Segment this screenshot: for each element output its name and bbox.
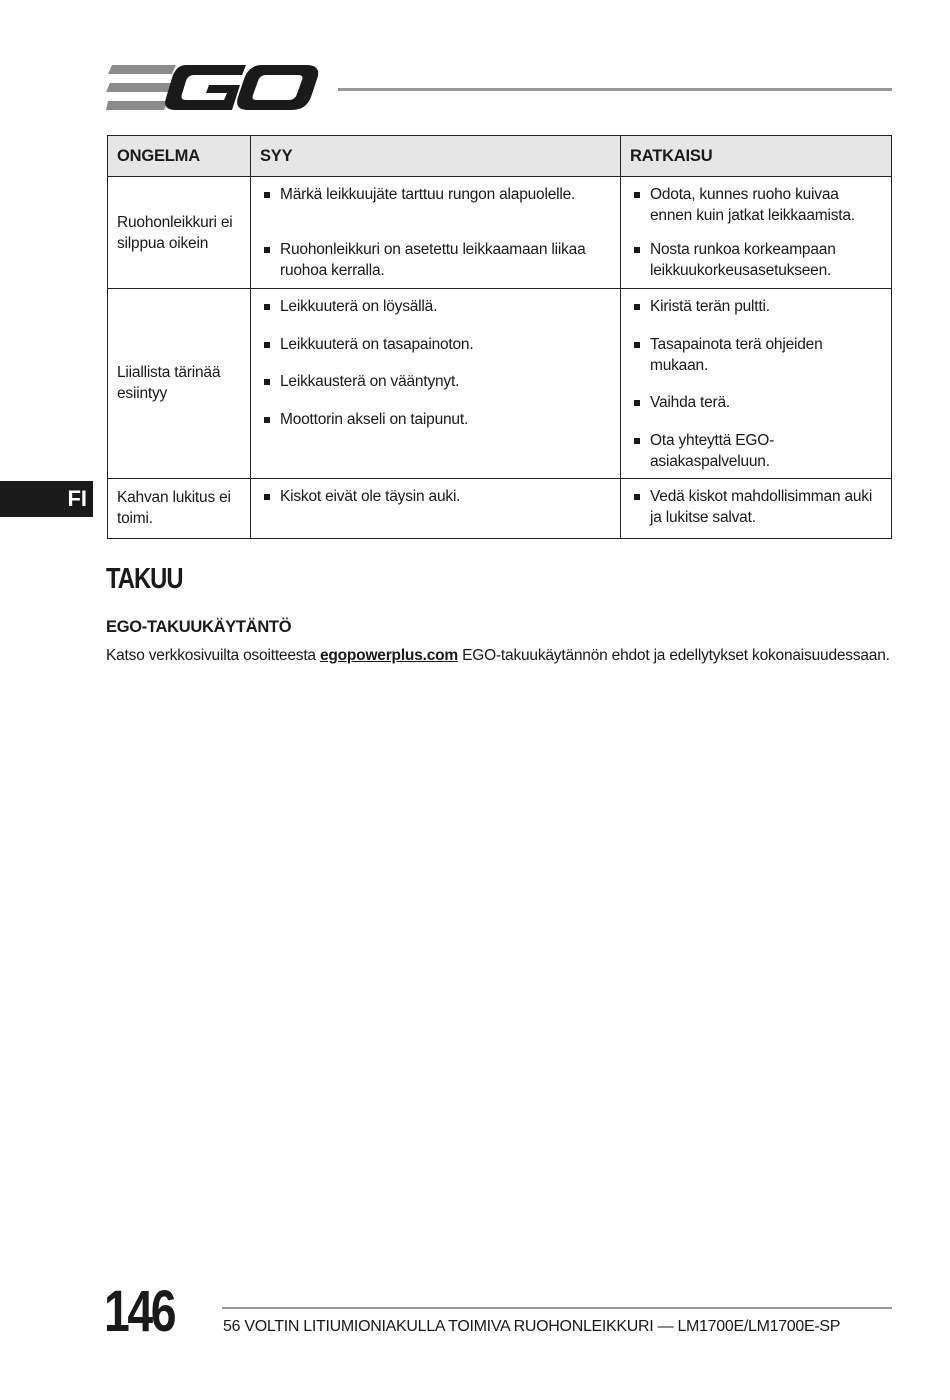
page-number: 146 xyxy=(104,1279,175,1344)
header-problem: ONGELMA xyxy=(108,136,251,177)
ego-logo xyxy=(106,64,320,112)
list-item: Leikkuuterä on tasapainoton. xyxy=(260,334,611,355)
list-item: Tasapainota terä ohjeiden mukaan. xyxy=(630,334,882,376)
list-item: Nosta runkoa korkeampaan leikkuukorkeusasetukseen. xyxy=(630,239,882,281)
list-item: Vedä kiskot mahdollisimman auki ja lukitse salvat. xyxy=(630,486,882,528)
table-row xyxy=(108,478,892,538)
cause-cell xyxy=(251,478,621,538)
solution-cell xyxy=(621,478,892,538)
list-item: Moottorin akseli on taipunut. xyxy=(260,409,611,430)
table-header-row xyxy=(108,136,892,177)
list-item: Vaihda terä. xyxy=(630,392,882,413)
warranty-text-after: EGO-takuukäytännön ehdot ja edellytykset kokonaisuudessaan. xyxy=(458,647,890,664)
list-item: Kiskot eivät ole täysin auki. xyxy=(260,486,611,507)
header-cause: SYY xyxy=(251,136,621,177)
section-title: TAKUU xyxy=(106,563,183,595)
list-item: Ruohonleikkuri on asetettu leikkaamaan liikaa ruohoa kerralla. xyxy=(260,239,611,281)
problem-cell: Liiallista tärinää esiintyy xyxy=(108,289,251,479)
cause-cell xyxy=(251,177,621,289)
list-item: Odota, kunnes ruoho kuivaa ennen kuin jatkat leikkaamista. xyxy=(630,184,882,226)
list-item: Märkä leikkuujäte tarttuu rungon alapuolelle. xyxy=(260,184,611,226)
warranty-text xyxy=(106,647,890,665)
list-item: Leikkuuterä on löysällä. xyxy=(260,296,611,317)
header-solution: RATKAISU xyxy=(621,136,892,177)
header-rule xyxy=(338,88,892,91)
list-item: Ota yhteyttä EGO-asiakaspalveluun. xyxy=(630,430,882,472)
footer-text: 56 VOLTIN LITIUMIONIAKULLA TOIMIVA RUOHONLEIKKURI — LM1700E/LM1700E-SP xyxy=(223,1318,841,1335)
table-row xyxy=(108,177,892,289)
troubleshooting-table xyxy=(107,135,892,539)
table-row xyxy=(108,289,892,479)
subsection-title: EGO-TAKUUKÄYTÄNTÖ xyxy=(106,618,292,636)
website-link[interactable]: egopowerplus.com xyxy=(319,647,458,664)
language-tab: FI xyxy=(0,481,93,517)
list-item: Leikkausterä on vääntynyt. xyxy=(260,371,611,392)
solution-cell xyxy=(621,289,892,479)
footer-rule xyxy=(222,1307,892,1309)
cause-cell xyxy=(251,289,621,479)
problem-cell: Kahvan lukitus ei toimi. xyxy=(108,478,251,538)
problem-cell: Ruohonleikkuri ei silppua oikein xyxy=(108,177,251,289)
warranty-text-before: Katso verkkosivuilta osoitteesta xyxy=(106,647,320,664)
list-item: Kiristä terän pultti. xyxy=(630,296,882,317)
solution-cell xyxy=(621,177,892,289)
